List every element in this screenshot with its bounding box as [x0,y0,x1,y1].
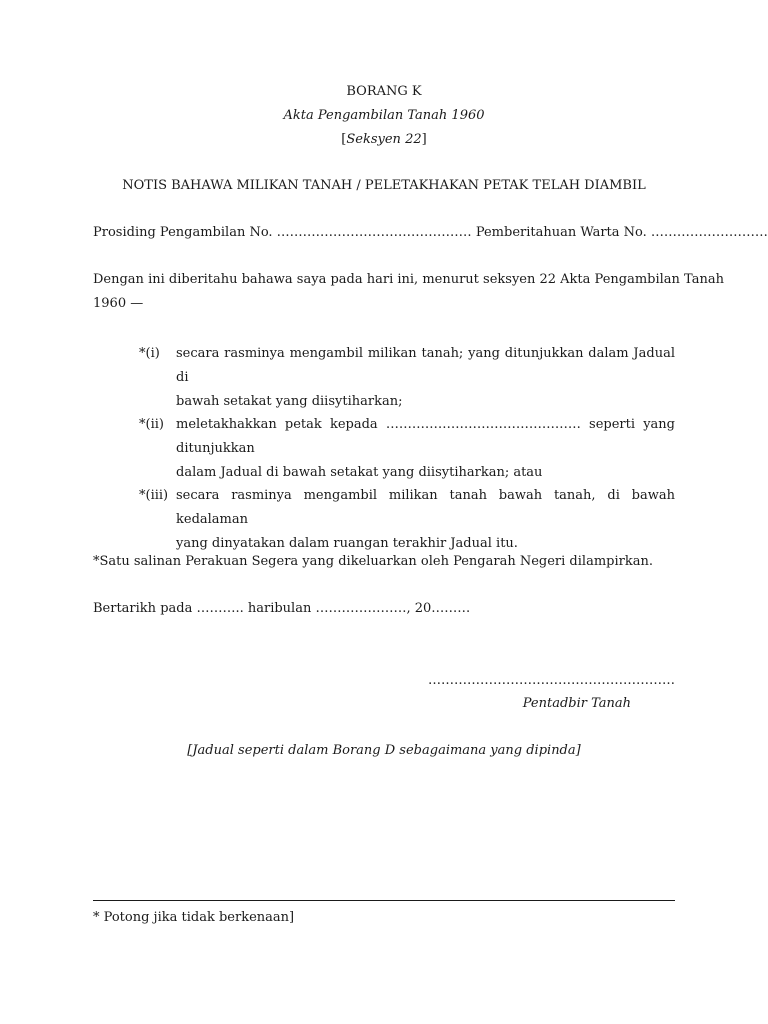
notice-title: NOTIS BAHAWA MILIKAN TANAH / PELETAKHAKAN PETAK TELAH DIAMBIL [122,178,646,193]
date-line: Bertarikh pada ……….. haribulan …………………, 20……… [93,601,471,616]
section-reference [0,132,768,147]
intro-line-1: Dengan ini diberitahu bahawa saya pada hari ini, menurut seksyen 22 Akta Pengambilan Tanah [93,272,724,287]
section-bracket-open: [ [341,132,347,147]
item-line-1: meletakhakkan petak kepada ……………………………………… seperti yang ditunjukkan [176,417,675,456]
item-line-2: yang dinyatakan dalam ruangan terakhir Jadual itu. [176,536,518,551]
footnote: * Potong jika tidak berkenaan] [93,910,295,925]
item-marker: *(ii) [139,417,164,432]
certificate-note: *Satu salinan Perakuan Segera yang dikeluarkan oleh Pengarah Negeri dilampirkan. [93,554,653,569]
schedule-note: [Jadual seperti dalam Borang D sebagaimana yang dipinda] [187,743,581,758]
intro-line-2: 1960 — [93,296,144,311]
item-line-1: secara rasminya mengambil milikan tanah bawah tanah, di bawah kedalaman [176,488,675,527]
act-name: Akta Pengambilan Tanah 1960 [283,108,485,123]
form-title: BORANG K [346,84,422,99]
list-item [93,484,675,551]
item-line-2: bawah setakat yang diisytiharkan; [176,394,403,409]
item-text [176,342,675,414]
section-bracket-close: ] [421,132,427,147]
footnote-divider [93,900,675,901]
signatory-title: Pentadbir Tanah [522,696,631,711]
item-line-2: dalam Jadual di bawah setakat yang diisytiharkan; atau [176,465,543,480]
reference-line: Prosiding Pengambilan No. ……………………………………… Pemberitahuan Warta No. ……………………… [93,225,768,240]
item-marker: *(i) [139,346,160,361]
list-item [93,342,675,409]
list-item [93,413,675,480]
item-text [176,484,675,556]
item-line-1: secara rasminya mengambil milikan tanah; yang ditunjukkan dalam Jadual di [176,346,675,385]
signature-line: ………………………………………………… [428,673,675,688]
section-label: Seksyen 22 [346,132,422,147]
item-text [176,413,675,485]
item-marker: *(iii) [139,488,169,503]
